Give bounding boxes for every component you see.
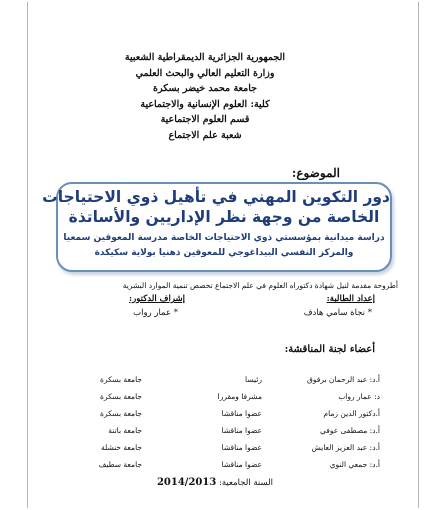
committee-member-role: عضوا مناقشا [221, 460, 262, 469]
committee-row [50, 392, 380, 406]
subject-label: الموضوع: [291, 166, 340, 180]
committee-row [50, 443, 380, 457]
committee-member-university: جامعة بسكرة [100, 392, 142, 401]
committee-row [50, 460, 380, 474]
supervisor-name: * عمار رواب [133, 308, 178, 318]
supervisor-label: إشراف الدكتور: [129, 294, 185, 304]
committee-member-university: جامعة بسكرة [100, 409, 142, 418]
committee-row [50, 375, 380, 389]
committee-member-role: مشرفا ومقررا [217, 392, 262, 401]
header-line-branch: شعبة علم الاجتماع [168, 129, 242, 141]
academic-year-label: السنة الجامعية: [219, 478, 274, 488]
committee-member-name: أ.د: عبد العزيز العايش [311, 443, 380, 452]
header-line-university: جامعة محمد خيضر بسكرة [153, 83, 257, 94]
committee-member-university: جامعة خنشلة [100, 443, 142, 452]
committee-member-role: عضوا مناقشا [221, 426, 262, 435]
thesis-subtitle-line-1: دراسة ميدانية بمؤسستي ذوي الاحتياجات الخاصة مدرسة المعوقين سمعيا [63, 233, 385, 243]
academic-year [0, 477, 430, 488]
academic-year-value: 2014/2013 [156, 477, 217, 488]
thesis-title-line-2: الخاصة من وجهة نظر الإداريين والأساتذة [68, 208, 380, 226]
committee-member-role: عضوا مناقشا [221, 443, 262, 452]
committee-member-role: عضوا مناقشا [221, 409, 262, 418]
thesis-title-box [42, 182, 392, 272]
committee-member-name: أ.دكتور الدين زمام [323, 409, 380, 418]
student-label: إعداد الطالبة: [326, 294, 375, 304]
committee-row [50, 426, 380, 440]
committee-member-university: جامعة سطيف [98, 460, 142, 469]
header-line-faculty: كلية: العلوم الإنسانية والاجتماعية [140, 98, 270, 110]
student-name: * نجاة سامي هادف [303, 308, 372, 318]
committee-title: أعضاء لجنة المناقشة: [284, 344, 375, 355]
header-line-ministry: وزارة التعليم العالي والبحث العلمي [135, 67, 275, 79]
thesis-subtitle-line-2: والمركز النفسي البيداغوجي للمعوقين ذهنيا بولاية سكيكدة [94, 248, 354, 258]
committee-member-role: رئيسا [245, 375, 262, 384]
committee-member-name: د: عمار رواب [338, 392, 380, 401]
committee-member-name: أ.د: جمعي النوي [329, 460, 380, 469]
thesis-degree-note: أطروحة مقدمة لنيل شهادة دكتوراه العلوم في علم الاجتماع تخصص تنمية الموارد البشرية [122, 281, 398, 290]
committee-member-university: جامعة باتنة [108, 426, 142, 435]
committee-row [50, 409, 380, 423]
thesis-title-line-1: دور التكوين المهني في تأهيل ذوي الاحتياجات [42, 188, 390, 206]
committee-member-university: جامعة بسكرة [100, 375, 142, 384]
header-line-country: الجمهورية الجزائرية الديمقراطية الشعبية [124, 52, 286, 63]
committee-member-name: أ.د: مصطفى عوفي [319, 426, 380, 435]
committee-member-name: أ.د: عبد الرحمان برقوق [307, 375, 380, 384]
header-line-department: قسم العلوم الاجتماعية [160, 114, 250, 125]
institution-header [90, 50, 320, 143]
